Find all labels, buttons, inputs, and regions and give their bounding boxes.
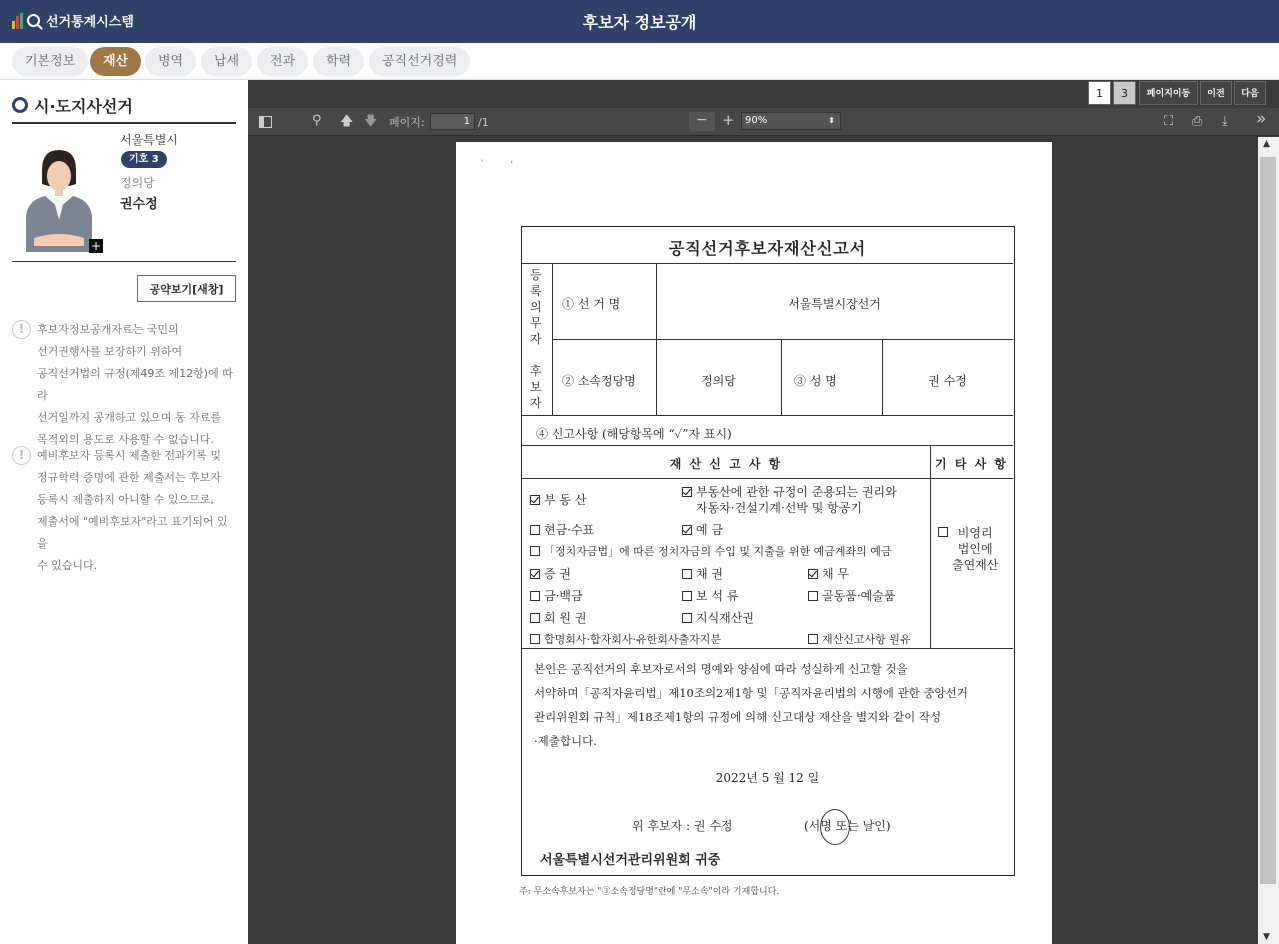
- tab-education[interactable]: 학력: [313, 47, 364, 76]
- pdf-viewer: [248, 80, 1279, 944]
- item-gold: 금·백금: [530, 587, 583, 604]
- election-name-value: 서울특별시장선거: [788, 297, 881, 311]
- zoom-out-button[interactable]: −: [689, 112, 715, 131]
- document-page: [456, 142, 1052, 944]
- property-report-form: [521, 226, 1015, 876]
- tab-military[interactable]: 병역: [145, 47, 196, 76]
- item-political-fund: 「정치자금법」에 따른 정치자금의 수입 및 지출을 위한 예금계좌의 예금: [530, 543, 892, 559]
- exclamation-icon: !: [12, 446, 31, 465]
- party-value: 정의당: [701, 374, 736, 388]
- item-reason: 재산신고사항 원유: [808, 631, 911, 647]
- vertical-scrollbar[interactable]: [1258, 137, 1279, 944]
- checkbox-icon: [808, 634, 818, 644]
- checkbox-icon: [530, 634, 540, 644]
- section-title-text: 시·도지사선거: [34, 97, 133, 116]
- report-items-label: ④ 신고사항 (해당항목에 “✓”자 표시): [536, 427, 732, 441]
- zoom-in-button[interactable]: +: [722, 111, 735, 129]
- more-tools-icon[interactable]: »: [1256, 109, 1267, 129]
- candidate-label: 후 보 자: [530, 364, 542, 410]
- recipient: 서울특별시선거관리위원회 귀중: [540, 853, 721, 868]
- checked-box-icon: [530, 569, 540, 579]
- item-real-estate-rights: 부동산에 관한 규정이 준용되는 권리와 자동차·건설기계·선박 및 항공기: [682, 484, 897, 516]
- seal-note: (서명 또는 날인): [804, 819, 891, 833]
- checkbox-icon: [682, 591, 692, 601]
- prev-button[interactable]: 이전: [1200, 81, 1232, 105]
- page-down-icon[interactable]: 🡇: [364, 114, 378, 129]
- exclamation-icon: !: [12, 320, 31, 339]
- checkbox-icon: [530, 591, 540, 601]
- goto-page-button[interactable]: 페이지이동: [1139, 81, 1198, 105]
- pdf-toolbar: [248, 108, 1279, 136]
- tab-public-election-career[interactable]: 공직선거경력: [369, 47, 470, 76]
- candidate-party: 정의당: [120, 176, 155, 190]
- checkbox-icon: [530, 546, 540, 556]
- item-deposit: 예 금: [682, 521, 723, 538]
- form-title: 공직선거후보자재산신고서: [668, 239, 867, 258]
- scroll-down-icon[interactable]: ▼: [1263, 932, 1270, 942]
- candidate-number-badge: 기호 3: [121, 151, 167, 168]
- find-icon[interactable]: ⚲: [312, 113, 322, 128]
- item-bonds: 채 권: [682, 565, 723, 582]
- checked-box-icon: [682, 487, 692, 497]
- page-label: 페이지:: [389, 116, 425, 129]
- download-icon[interactable]: ⤓: [1222, 114, 1228, 129]
- tab-criminal-record[interactable]: 전과: [257, 47, 308, 76]
- checkbox-icon: [530, 525, 540, 535]
- item-membership: 회 원 권: [530, 609, 586, 626]
- fullscreen-icon[interactable]: ⛶: [1164, 114, 1174, 129]
- candidate-name: 권수정: [120, 197, 158, 212]
- logo-text: 선거통계시스템: [46, 15, 134, 30]
- party-label: ② 소속정당명: [562, 374, 636, 388]
- item-jewelry: 보 석 류: [682, 587, 738, 604]
- election-name-label: ① 선 거 명: [562, 297, 621, 311]
- sidebar-toggle-icon[interactable]: [259, 116, 272, 128]
- pledge-text: 본인은 공직선거의 후보자로서의 명예와 양심에 따라 성실하게 신고할 것을 서약하며「공직자윤리법」제10조의2제1항 및「공직자윤리법의 시행에 관한 중앙선거 관리위원회 규칙」제18조제1항의 규정에 의해 신고대상 재산을 별지와 같이 작성 ·제출합니다.: [534, 662, 968, 748]
- checkbox-icon: [938, 527, 948, 537]
- report-date: 2022년 5 월 12 일: [715, 771, 820, 785]
- checkbox-icon: [682, 613, 692, 623]
- page-total: /1: [478, 116, 489, 129]
- checkbox-icon: [682, 569, 692, 579]
- next-button[interactable]: 다음: [1234, 81, 1266, 105]
- photo-enlarge-icon[interactable]: +: [90, 239, 102, 253]
- checked-box-icon: [530, 495, 540, 505]
- page-up-icon[interactable]: 🡅: [340, 114, 354, 129]
- item-debts: 채 무: [808, 565, 849, 582]
- item-nonprofit: 비영리 법인에 출연재산: [938, 525, 998, 573]
- notice-text: 예비후보자 등록시 제출한 전과기록 및 정규학력 증명에 관한 제출서는 후보자 등록시 제출하지 아니할 수 있으므로, 제출서에 "예비후보자"라고 표기되어 있을 수 있습니다.: [37, 449, 228, 572]
- page-number-input[interactable]: 1: [430, 113, 475, 130]
- page-1-button[interactable]: 1: [1088, 81, 1111, 105]
- item-cash: 현금·수표: [530, 521, 594, 538]
- scan-mark: ` ': [480, 160, 514, 171]
- page-navigation-bar: [248, 80, 1279, 108]
- signer-line: 위 후보자 : 권 수정: [632, 819, 733, 833]
- zoom-value: 90%: [745, 115, 768, 126]
- property-header: 재 산 신 고 사 항: [669, 457, 783, 471]
- page-3-button[interactable]: 3: [1113, 81, 1136, 105]
- item-antiques: 골동품·예술품: [808, 587, 895, 604]
- name-label: ③ 성 명: [794, 374, 837, 388]
- tab-tax[interactable]: 납세: [201, 47, 252, 76]
- registrant-label: 등 록 의 무 자: [530, 268, 542, 346]
- checkbox-icon: [530, 613, 540, 623]
- top-bar: [0, 0, 1279, 43]
- sidebar: [0, 80, 248, 944]
- item-partnership: 합명회사·합자회사·유한회사출자지분: [530, 631, 721, 647]
- form-footnote: 주: 무소속후보자는 "③소속정당명"란에 "무소속"이라 기재합니다.: [519, 887, 780, 897]
- sidebar-divider: [12, 261, 236, 262]
- seal-stamp-icon: [820, 809, 850, 845]
- candidate-region: 서울특별시: [120, 133, 178, 147]
- zoom-select[interactable]: [741, 112, 841, 130]
- tab-bar: [0, 43, 1279, 80]
- checkbox-icon: [808, 591, 818, 601]
- tab-property[interactable]: 재산: [90, 47, 141, 76]
- item-securities: 증 권: [530, 565, 571, 582]
- select-arrows-icon: ⬍: [828, 116, 835, 125]
- print-icon[interactable]: ⎙: [1192, 114, 1203, 129]
- pledge-view-button[interactable]: 공약보기[새창]: [137, 275, 236, 302]
- circle-icon: [12, 97, 28, 113]
- notice-item: [12, 445, 238, 577]
- candidate-photo: [20, 142, 98, 252]
- checked-box-icon: [682, 525, 692, 535]
- name-value: 권 수정: [928, 374, 967, 388]
- notice-item: [12, 319, 238, 451]
- page-title: 후보자 정보공개: [582, 13, 697, 32]
- scroll-up-icon[interactable]: ▲: [1263, 139, 1270, 149]
- item-ip-rights: 지식재산권: [682, 609, 754, 626]
- scrollbar-thumb[interactable]: [1260, 157, 1276, 884]
- election-section-title: [12, 94, 236, 124]
- notice-text: 후보자정보공개자료는 국민의 선거권행사를 보장하기 위하여 공직선거법의 규정(제49조 제12항)에 따라 선거일까지 공개하고 있으며 동 자료를 목적외의 용도로 사용할 수 없습니다.: [37, 323, 233, 446]
- other-header: 기 타 사 항: [935, 457, 1008, 471]
- tab-basic-info[interactable]: 기본정보: [12, 47, 88, 76]
- checked-box-icon: [808, 569, 818, 579]
- item-real-estate: 부 동 산: [530, 491, 586, 508]
